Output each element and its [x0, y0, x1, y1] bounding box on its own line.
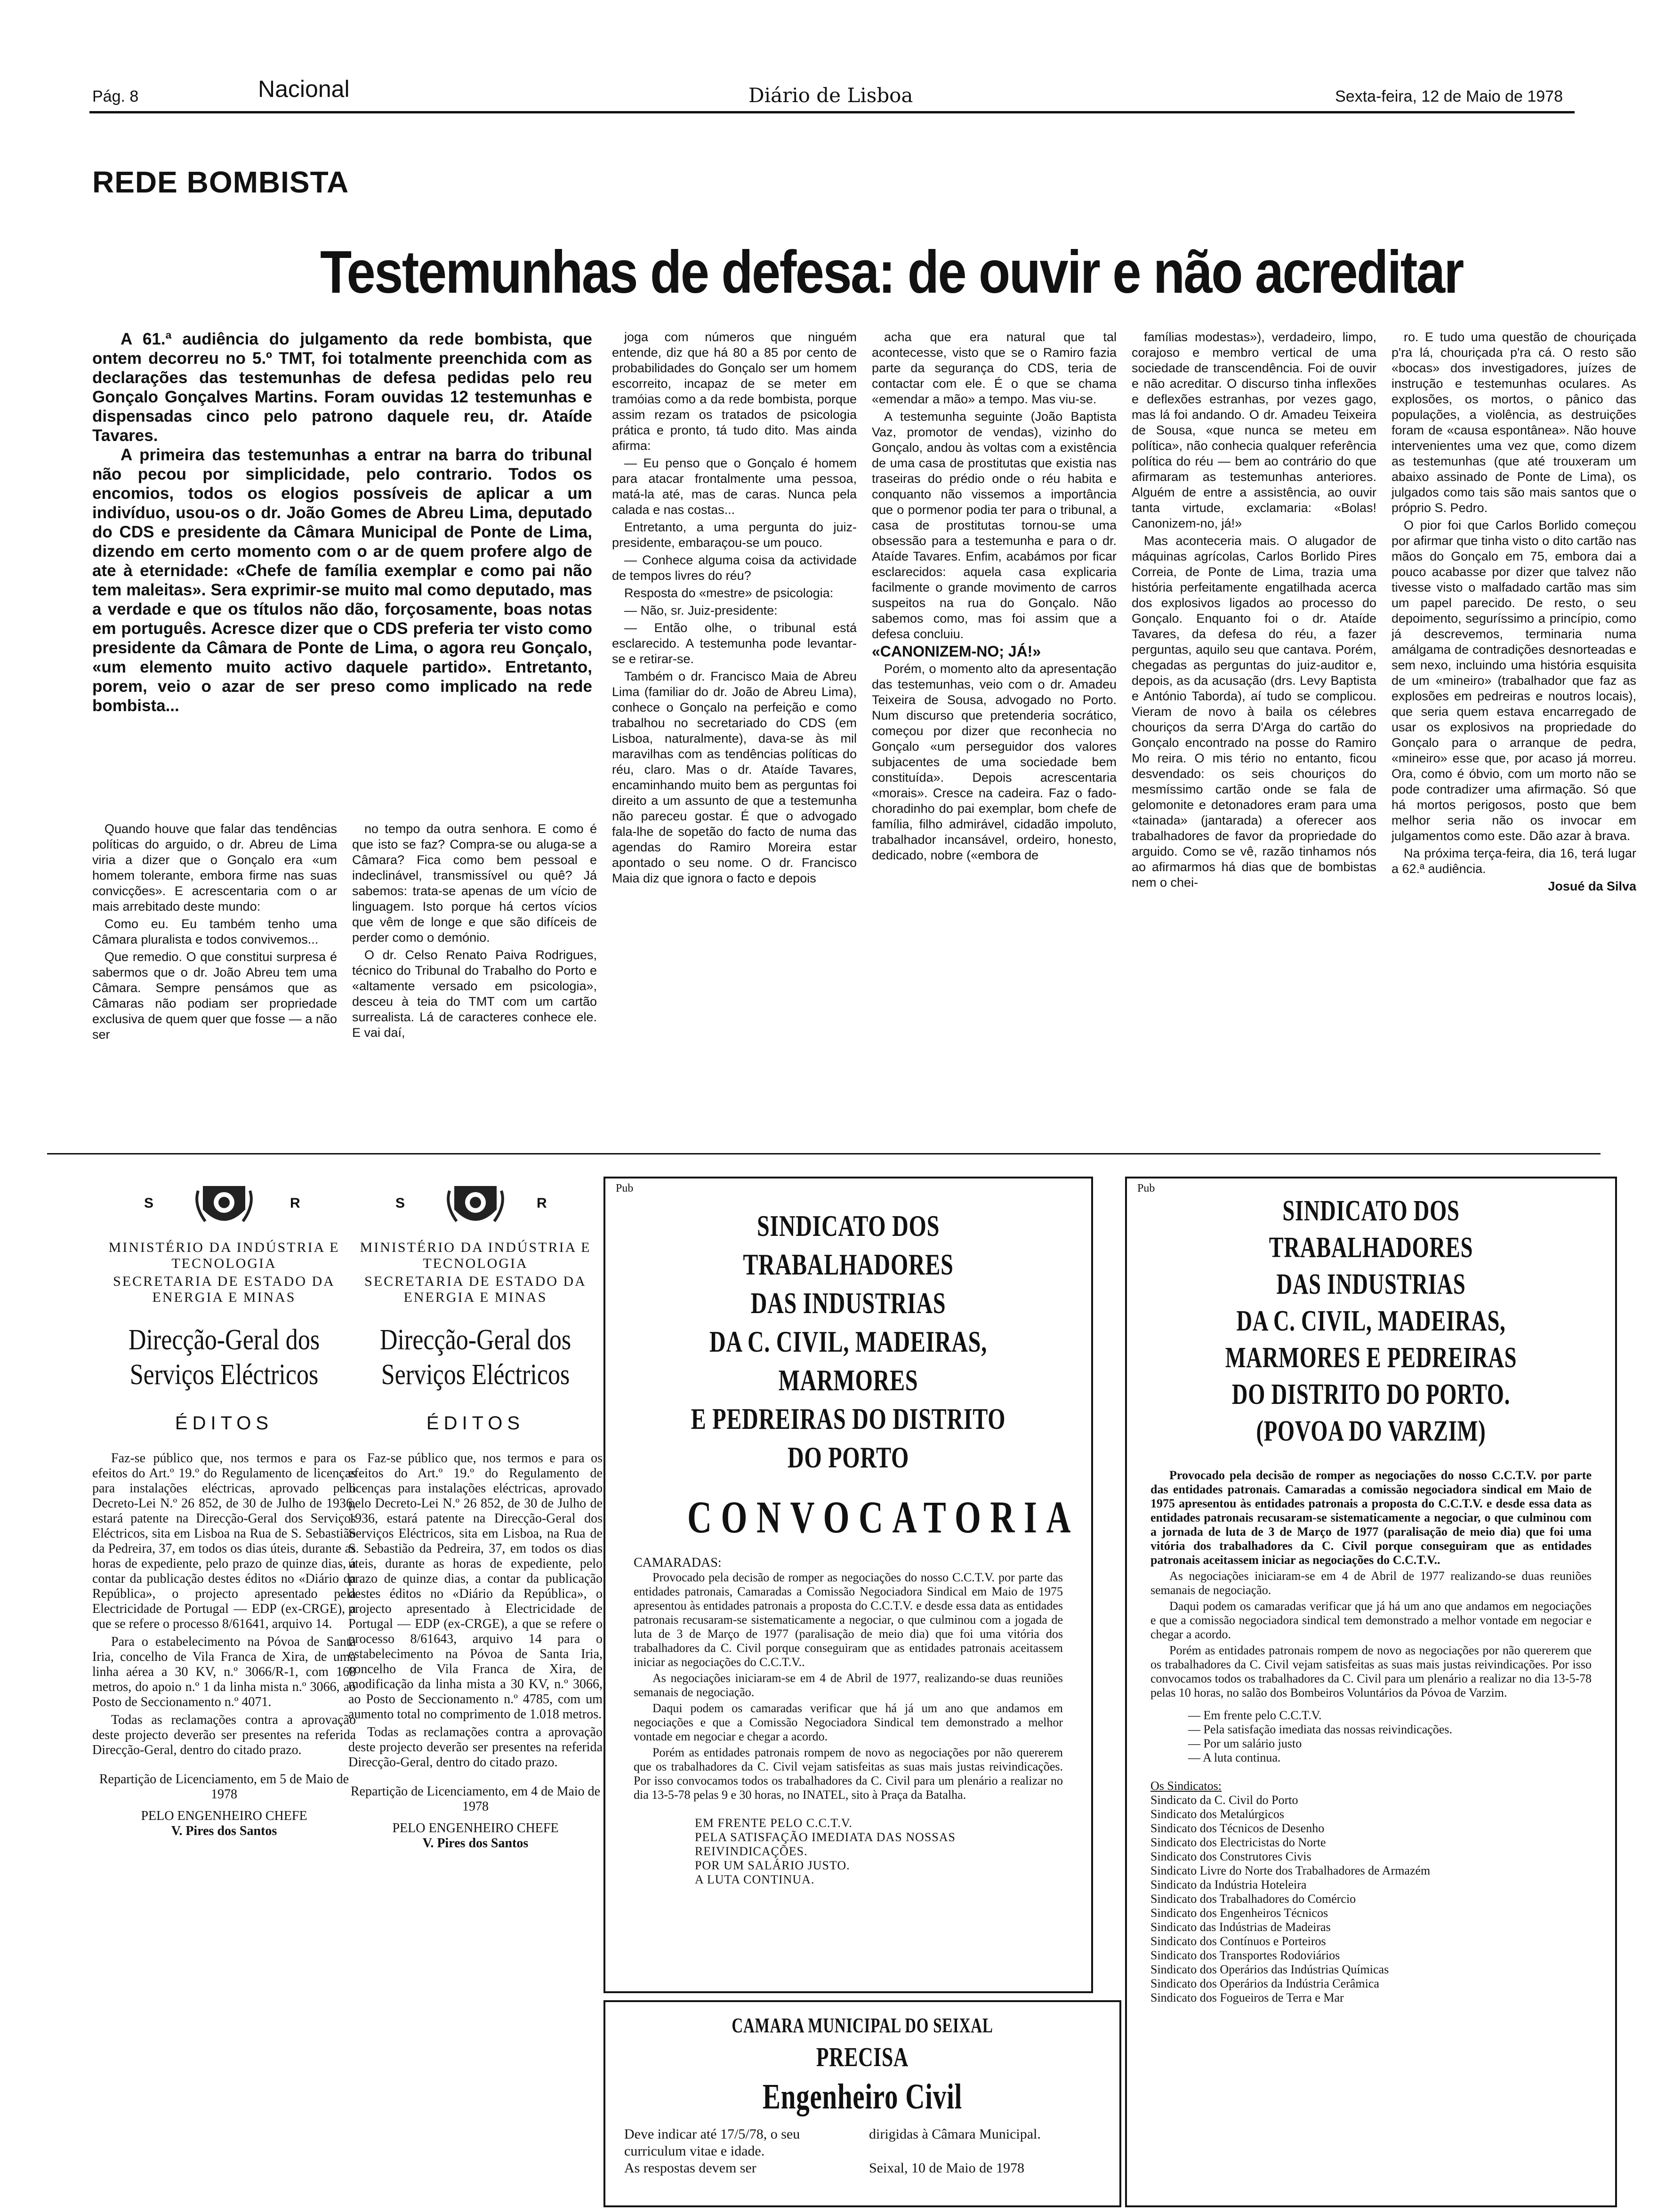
job-title: Engenheiro Civil — [762, 2077, 963, 2116]
title-line: DA C. CIVIL, MADEIRAS, — [1236, 1305, 1506, 1337]
notice-signatory: V. Pires dos Santos — [422, 1836, 529, 1851]
lead-paragraph: A 61.ª audiência do julgamento da rede bombista, que ontem decorreu no 5.º TMT, foi totalmente preenchida com as declarações das testemunhas de defesa pedidas pelo reu Gonçalo Gonçalves Martins. Foram ouvidas 12 testemunhas e dispensadas cinco pelo patrono daquele reu, dr. Ataíde Tavares. — [92, 330, 592, 445]
paragraph: — Eu penso que o Gonçalo é homem para atacar frontalmente uma pessoa, matá-la até, mas de caras. Nunca pela calada e nas costas... — [612, 456, 857, 517]
paragraph: Porém as entidades patronais rompem de novo as negociações por não quererem que os trabalhadores da C. Civil vejam satisfeitas as suas mais justas reivindicações. Por isso convocamos todos os trabalhadores da C. Civil para um plenário a realizar no dia 13-5-78 pelas 10 horas, no salão dos Bombeiros Voluntários da Póvoa de Varzim. — [1150, 1643, 1592, 1699]
apply-address: dirigidas à Câmara Municipal. — [869, 2126, 1041, 2142]
pub-label: Pub — [616, 1182, 634, 1194]
slogan-list — [695, 1816, 1063, 1887]
paragraph: Todas as reclamações contra a aprovação deste projecto deverão ser presentes na referida Direcção-Geral, dentro do citado prazo. — [92, 1713, 356, 1757]
notice-chief: PELO ENGENHEIRO CHEFE — [392, 1821, 559, 1835]
article-column-5 — [1132, 329, 1376, 1125]
signatory-union: Sindicato das Indústrias de Madeiras — [1150, 1920, 1331, 1934]
ad-date: Seixal, 10 de Maio de 1978 — [869, 2160, 1024, 2176]
signatory-union: Sindicato da Indústria Hoteleira — [1150, 1878, 1307, 1891]
signatory-union: Sindicato dos Construtores Civis — [1150, 1850, 1311, 1863]
paragraph: Para o estabelecimento na Póvoa de Santa Iria, concelho de Vila Franca de Xira, de uma linha aérea a 30 KV, n.º 3066/R-1, com 168 metros, do apoio n.º 1 da linha mista n.º 3066, ao Posto de Seccionamento n.º 4071. — [92, 1635, 356, 1709]
article-column-2 — [352, 821, 597, 1122]
slogan: POR UM SALÁRIO JUSTO. — [695, 1859, 850, 1872]
salutation: CAMARADAS: — [634, 1555, 722, 1570]
precisa-label: PRECISA — [816, 2042, 909, 2072]
article-column-6 — [1392, 329, 1636, 1139]
paragraph: famílias modestas»), verdadeiro, limpo, corajoso e membro vertical de uma sociedade de transcendência. Foi de ouvir e não acreditar. O discurso tinha inflexões e deflexões estranhas, por vezes gago, mas lá foi andando. O dr. Amadeu Teixeira de Sousa, «que nunca se meteu em política», não conhecia qualquer referência política do réu — bem ao contrário do que afirmaram as testemunhas anteriores. Alguém de entre a assistência, ao ouvir tanta virtude, exclamaria: «Bolas! Canonizem-no, já!» — [1132, 330, 1376, 530]
title-line: SINDICATO DOS TRABALHADORES — [1269, 1195, 1473, 1264]
paragraph: Quando houve que falar das tendências políticas do arguido, o dr. Abreu de Lima viria a dizer que o Gonçalo era «um homem tolerante, embora firme nas suas convicções». E acrescentaria com o ar mais arrebitado deste mundo: — [92, 822, 337, 914]
title-line: MARMORES E PEDREIRAS — [1225, 1342, 1517, 1374]
article-column-3 — [612, 329, 857, 1125]
editos-label: ÉDITOS — [175, 1413, 273, 1434]
title-line: DO DISTRITO DO PORTO. — [1231, 1378, 1511, 1411]
issue-date: Sexta-feira, 12 de Maio de 1978 — [1335, 88, 1563, 105]
paragraph: Mas aconteceria mais. O alugador de máquinas agrícolas, Carlos Borlido Pires Correia, de Ponte de Lima, trazia uma história perfeitamente engatilhada acerca dos explosivos ligados ao processo do Gonçalo. Enquanto foi o dr. Ataíde Tavares, da defesa do réu, a fazer perguntas, aquilo seu que cantava. Porém, chegadas as perguntas do juiz-auditor e, depois, as da acusação (drs. Levy Baptista e António Taborda), aí tudo se complicou. Vieram de novo à baila os célebres chouriços da serra D'Arga do cartão do Gonçalo encontrado na posse do Ramiro Mo reira. O mis tério no entanto, ficou desvendado: os seis chouriços do mesmíssimo cartão onde se fala de gelomonite e detonadores eram para uma «tainada» (jantarada) a oferecer aos trabalhadores de favor da propriedade do arguido. Como se vê, razão tinhamos nós ao afirmarmos há dias que de bombistas nem o chei- — [1132, 534, 1376, 890]
notice-chief: PELO ENGENHEIRO CHEFE — [141, 1809, 307, 1823]
signatory-union: Sindicato dos Engenheiros Técnicos — [1150, 1906, 1328, 1920]
title-line: E PEDREIRAS DO DISTRITO DO PORTO — [691, 1402, 1006, 1474]
seal-letter-r: R — [537, 1195, 547, 1211]
slogan: — A luta continua. — [1188, 1751, 1281, 1764]
directorate-title: Direcção-Geral dos Serviços Eléctricos — [379, 1324, 571, 1391]
title-line: (POVOA DO VARZIM) — [1256, 1415, 1486, 1447]
signatory-union: Sindicato Livre do Norte dos Trabalhadores de Armazém — [1150, 1864, 1431, 1877]
paragraph: Na próxima terça-feira, dia 16, terá lugar a 62.ª audiência. — [1392, 846, 1636, 876]
paragraph: acha que era natural que tal acontecesse, visto que se o Ramiro fazia parte da segurança do CDS, teria de contactar com ele. É o que se chama «emendar a mão» a tempo. Mas viu-se. — [872, 330, 1117, 406]
job-ad-seixal — [603, 2000, 1121, 2207]
paragraph: O pior foi que Carlos Borlido começou por afirmar que tinha visto o dito cartão nas mãos do Gonçalo em 75, embora dai a pouco acabasse por dizer que talvez não tivesse visto o malfadado cartão mas sim um papel parecido. De resto, o seu depoimento, seguríssimo a princípio, como já descrevemos, terminaria numa amálgama de contradições desnorteadas e sem nexo, incluindo uma história esquisita de um «mineiro» (trabalhador que faz as explosões em pedreiras e noutros locais), que seria quem estava encarregado de usar os explosivos na propriedade do Gonçalo para o arranque de pedra, «mineiro» esse que, por acaso já morreu. Ora, como é óbvio, com um morto não se pode contradizer uma afirmação. Só que há mortos perigosos, posto que bem melhor seria não os invocar em julgamentos como este. Dão azar à brava. — [1392, 518, 1636, 843]
article-subhead: «CANONIZEM-NO; JÁ!» — [872, 643, 1041, 660]
title-line: DAS INDUSTRIAS — [750, 1286, 946, 1320]
signatory-union: Sindicato dos Trabalhadores do Comércio — [1150, 1892, 1356, 1906]
slogan: — Pela satisfação imediata das nossas reivindicações. — [1188, 1723, 1452, 1736]
signatory-union: Sindicato dos Fogueiros de Terra e Mar — [1150, 1991, 1344, 2004]
editos-label: ÉDITOS — [426, 1413, 525, 1434]
paragraph: As negociações iniciaram-se em 4 de Abril de 1977, realizando-se duas reuniões semanais de negociação. — [634, 1671, 1063, 1699]
title-line: DA C. CIVIL, MADEIRAS, MARMORES — [709, 1325, 987, 1397]
paragraph: Provocado pela decisão de romper as negociações do nosso C.C.T.V. por parte das entidades patronais, Camaradas a Comissão Negociadora Sindical em Maio de 1975 apresentou às entidades patronais a proposta do C.C.T.V. e desde essa data as entidades patronais recusaram-se sistematicamente a negociar, o que culminou com a jogada de luta de 3 de Março de 1977 (paralisação de meio dia) que foi uma vitória dos trabalhadores da C. Civil porque conseguiram que as entidades patronais aceitassem iniciar as negociações do C.C.T.V.. — [634, 1571, 1063, 1669]
paragraph: Como eu. Eu também tenho uma Câmara pluralista e todos convivemos... — [92, 917, 337, 946]
signatory-union: Sindicato dos Técnicos de Desenho — [1150, 1821, 1325, 1835]
seal-letter-s: S — [144, 1195, 154, 1211]
notice-body — [348, 1451, 603, 1770]
signatories-label: Os Sindicatos: — [1150, 1779, 1222, 1793]
convocation-body — [1150, 1468, 1592, 1700]
notice-signatory: V. Pires dos Santos — [171, 1824, 277, 1838]
signatory-union: Sindicato dos Metalúrgicos — [1150, 1807, 1285, 1821]
pub-label: Pub — [1137, 1182, 1155, 1194]
convocation-body — [634, 1571, 1063, 1802]
seal-letter-r: R — [290, 1195, 300, 1211]
article-column-4 — [872, 329, 1117, 1125]
signatory-union: Sindicato dos Transportes Rodoviários — [1150, 1948, 1340, 1962]
title-line: SINDICATO DOS TRABALHADORES — [743, 1209, 954, 1281]
secretaria-name: SECRETARIA DE ESTADO DA ENERGIA E MINAS — [364, 1274, 587, 1305]
paragraph: Porém, o momento alto da apresentação das testemunhas, veio com o dr. Amadeu Teixeira de Sousa, advogado no Porto. Num discurso que pretenderia socrático, começou por dizer que reconhecia no Gonçalo «um perseguidor dos valores subjacentes de uma sociedade bem constituída». Depois acrescentaria «morais». Cresce na cadeira. Faz o fado-choradinho do pai exemplar, bom chefe de família, filho admirável, cidadão impoluto, trabalhador incansável, ordeiro, honesto, dedicado, nobre («embora de — [872, 662, 1117, 862]
lead-paragraph: A primeira das testemunhas a entrar na barra do tribunal não pecou por simplicidade, pelo contrario. Todos os encomios, todos os elogios possíveis de aplicar a um indivíduo, usou-os o dr. João Gomes de Abreu Lima, deputado do CDS e presidente da Câmara Municipal de Ponte de Lima, dizendo em certo momento com o ar de quem profere algo de ate à eternidade: «Chefe de família exemplar e como pai não tem maleitas». Sera exprimir-se muito mal como deputado, mas a verdade e que os títulos não dão, forçosamente, boas notas em português. Acresce dizer que o CDS preferia ter visto como presidente da Câmara de Ponte de Lima, o agora reu Gonçalo, «um elemento muito activo daquele partido». Entretanto, porem, veio o azar de ser preso como implicado na rede bombista... — [92, 446, 592, 715]
apply-instructions-2: As respostas devem ser — [624, 2160, 756, 2176]
apply-instructions: Deve indicar até 17/5/78, o seu curriculum vitae e idade. — [624, 2126, 800, 2159]
page-number: Pág. 8 — [92, 88, 139, 105]
union-title — [687, 1207, 1009, 1477]
paragraph: — Então olhe, o tribunal está esclarecido. A testemunha pode levantar-se e retirar-se. — [612, 621, 857, 666]
title-line: DAS INDUSTRIAS — [1276, 1268, 1466, 1300]
paragraph: Também o dr. Francisco Maia de Abreu Lima (familiar do dr. João de Abreu Lima), conhece o Gonçalo na perfeição e como trabalhou no secretariado do CDS (em Lisboa, naturalmente), dava-se às mil maravilhas com as tendências políticas do réu, claro. Mas o dr. Ataíde Tavares, encaminhando muito bem as perguntas foi direito a um assunto de que a testemunha não pareceu gostar. É que o advogado fala-lhe de sopetão do facto de numa das agendas do Ramiro Moreira estar apontado o seu nome. O dr. Francisco Maia diz que ignora o facto e depois — [612, 669, 857, 885]
paragraph: — Conhece alguma coisa da actividade de tempos livres do réu? — [612, 553, 857, 583]
republic-seal-icon — [445, 1177, 506, 1233]
article-kicker: REDE BOMBISTA — [92, 165, 349, 199]
republic-seal-icon — [193, 1177, 255, 1233]
employer-name: CAMARA MUNICIPAL DO SEIXAL — [732, 2014, 993, 2037]
paragraph: Todas as reclamações contra a aprovação deste projecto deverão ser presentes na referida Direcção-Geral, dentro do citado prazo. — [348, 1725, 603, 1770]
paragraph: O dr. Celso Renato Paiva Rodrigues, técnico do Tribunal do Trabalho do Porto e «altamente versado em psicologia», desceu à teia do TMT com um cartão surrealista. Lá de caracteres conhece ele. E vai daí, — [352, 948, 597, 1040]
ministry-notice-2 — [348, 1177, 603, 2203]
directorate-title: Direcção-Geral dos Serviços Eléctricos — [128, 1324, 320, 1391]
paragraph: Daqui podem os camaradas verificar que já há um ano que andamos em negociações e que a comissão negociadora sindical tem demonstrado a melhor vontade em negociar e chegar a acordo. — [1150, 1599, 1592, 1641]
paragraph: Faz-se público que, nos termos e para os efeitos do Art.º 19.º do Regulamento de licenças para instalações eléctricas, aprovado pelo Decreto-Lei N.º 26 852, de 30 de Julho de 1936, estará patente na Direcção-Geral dos Serviços Eléctricos, sita em Lisboa na Rua de S. Sebastião da Pedreira, 37, em todos os dias úteis, durante as horas de expediente, pelo prazo de quinze dias, a contar da publicação destes éditos no «Diário da República», o projecto apresentado pela Electricidade de Portugal — EDP (ex-CRGE), a que se refere o processo 8/61641, arquivo 14. — [92, 1451, 356, 1631]
slogan: — Por um salário justo — [1188, 1737, 1302, 1750]
secretaria-name: SECRETARIA DE ESTADO DA ENERGIA E MINAS — [113, 1274, 335, 1305]
union-convocation-porto — [603, 1177, 1093, 1993]
article-headline: Testemunhas de defesa: de ouvir e não acreditar — [320, 239, 1463, 306]
notice-body — [92, 1451, 356, 1758]
paragraph: no tempo da outra senhora. E como é que isto se faz? Compra-se ou aluga-se a Câmara? Fica como bem pessoal e indeclinável, transmissível ou quê? Já sabemos: trata-se apenas de um vício de linguagem. Isto porque há certos vícios que vêm de longe e que são difíceis de perder como o demónio. — [352, 822, 597, 945]
seal-letter-s: S — [395, 1195, 405, 1211]
notice-place-date: Repartição de Licenciamento, em 5 de Maio de 1978 — [99, 1772, 349, 1802]
paragraph: A testemunha seguinte (João Baptista Vaz, promotor de vendas), vizinho do Gonçalo, andou às voltas com a existência de uma casa de prostitutas que existia nas traseiras do prédio onde o réu habita e conquanto não vissemos a importância que o pormenor podia ter para o tribunal, a casa de prostitutas tornou-se uma obsessão para a testemunha e para o dr. Ataíde Tavares. Enfim, acabámos por ficar esclarecidos: aquela casa explicaria facilmente o grande movimento de carros suspeitos na rua do Gonçalo. Não sabemos como, mas foi assim que a defesa concluiu. — [872, 409, 1117, 641]
paragraph: Que remedio. O que constitui surpresa é sabermos que o dr. João Abreu tem uma Câmara. Sempre pensámos que as Câmaras não podiam ser propriedade exclusiva de quem quer que fosse — a não ser — [92, 950, 337, 1042]
paragraph: Porém as entidades patronais rompem de novo as negociações por não quererem que os trabalhadores da C. Civil vejam satisfeitas as suas mais justas reivindicações. Por isso convocamos todos os trabalhadores da C. Civil para um plenário a realizar no dia 13-5-78 pelas 9 e 30 horas, no INATEL, sito à Praça da Batalha. — [634, 1746, 1063, 1802]
ministry-name: MINISTÉRIO DA INDÚSTRIA E TECNOLOGIA — [360, 1240, 591, 1271]
paragraph: Resposta do «mestre» de psicologia: — [624, 586, 834, 600]
ministry-notice-1 — [92, 1177, 356, 2203]
convocatoria-heading: CONVOCATORIA — [687, 1492, 1080, 1542]
article-signature: Josué da Silva — [1548, 879, 1636, 893]
notice-place-date: Repartição de Licenciamento, em 4 de Maio de 1978 — [350, 1784, 601, 1814]
article-column-1 — [92, 821, 337, 1122]
slogan: — Em frente pelo C.C.T.V. — [1188, 1708, 1322, 1722]
union-convocation-povoa — [1125, 1177, 1617, 2207]
paragraph: — Não, sr. Juiz-presidente: — [624, 603, 778, 617]
signatory-union: Sindicato dos Operários das Indústrias Químicas — [1150, 1963, 1389, 1976]
section-divider — [47, 1153, 1601, 1154]
paragraph: Daqui podem os camaradas verificar que há já um ano que andamos em negociações e que a Comissão Negociadora Sindical tem demonstrado a melhor vontade em negociar e chegar a acordo. — [634, 1701, 1063, 1743]
paragraph: Faz-se público que, nos termos e para os efeitos do Art.º 19.º do Regulamento de licenças para instalações eléctricas, aprovado pelo Decreto-Lei N.º 26 852, de 30 de Julho de 1936, estará patente na Direcção-Geral dos Serviços Eléctricos, sita em Lisboa, na Rua de S. Sebastião da Pedreira, 37, em todos os dias úteis, durante as horas de expediente, pelo prazo de quinze dias, a contar da publicação destes éditos no «Diário da República», o projecto apresentado à Electricidade de Portugal — EDP (ex-CRGE), a que se refere o processo 8/61643, arquivo 14 para o estabelecimento na Póvoa de Santa Iria, concelho de Vila Franca de Xira, de modificação da linha mista a 30 KV, n.º 3066, ao Posto de Seccionamento n.º 4785, com um aumento total no comprimento de 1.018 metros. — [348, 1451, 603, 1722]
slogan: EM FRENTE PELO C.C.T.V. — [695, 1816, 853, 1830]
paragraph: joga com números que ninguém entende, diz que há 80 a 85 por cento de probabilidades do Gonçalo ser um homem escorreito, incapaz de se meter em tramóias como a da rede bombista, porque assim rezam os tratados de psicologia prática e pronto, tá tudo dito. Mas ainda afirma: — [612, 330, 857, 453]
header-rule — [89, 111, 1575, 113]
newspaper-name: Diário de Lisboa — [748, 84, 913, 107]
section-name: Nacional — [258, 76, 350, 102]
signatory-union: Sindicato da C. Civil do Porto — [1150, 1793, 1298, 1807]
paragraph: Entretanto, a uma pergunta do juiz-presidente, embaraçou-se um pouco. — [612, 520, 857, 550]
union-title — [1206, 1193, 1536, 1450]
paragraph: ro. E tudo uma questão de chouriçada p'ra lá, chouriçada p'ra cá. O resto são «bocas» dos investigadores, juízes de instrução e testemunhas oculares. As explosões, os mortos, o pânico das populações, a violência, as destruições foram de «causa espontânea». Não houve intervenientes uma vez que, como dizem as testemunhas (que até trouxeram um abaixo assinado de Ponte de Lima), os julgados como tais são mais santos que o próprio S. Pedro. — [1392, 330, 1636, 515]
article-lead — [92, 329, 592, 715]
paragraph: As negociações iniciaram-se em 4 de Abril de 1977 realizando-se duas reuniões semanais de negociação. — [1150, 1569, 1592, 1597]
signatory-union: Sindicato dos Contínuos e Porteiros — [1150, 1934, 1326, 1948]
slogan: A LUTA CONTINUA. — [695, 1873, 815, 1886]
slogan-list — [1188, 1708, 1592, 1765]
ministry-name: MINISTÉRIO DA INDÚSTRIA E TECNOLOGIA — [108, 1240, 340, 1271]
slogan: PELA SATISFAÇÃO IMEDIATA DAS NOSSAS REIVINDICAÇÕES. — [695, 1830, 956, 1858]
signatory-union: Sindicato dos Electricistas do Norte — [1150, 1835, 1326, 1849]
signatory-union: Sindicato dos Operários da Indústria Cerâmica — [1150, 1977, 1379, 1990]
paragraph: Provocado pela decisão de romper as negociações do nosso C.C.T.V. por parte das entidades patronais. Camaradas a comissão negociadora sindical em Maio de 1975 apresentou às entidades patronais a proposta do C.C.T.V. e desde essa data as entidades patronais recusaram-se sistematicamente a negociar, o que culminou com a jornada de luta de 3 de Março de 1977 (paralisação de meio dia) que foi uma vitória dos trabalhadores da C. Civil porque conseguiram que as entidades patronais aceitassem iniciar as negociações do C.C.T.V.. — [1150, 1468, 1592, 1567]
union-signatories — [1150, 1779, 1592, 2005]
